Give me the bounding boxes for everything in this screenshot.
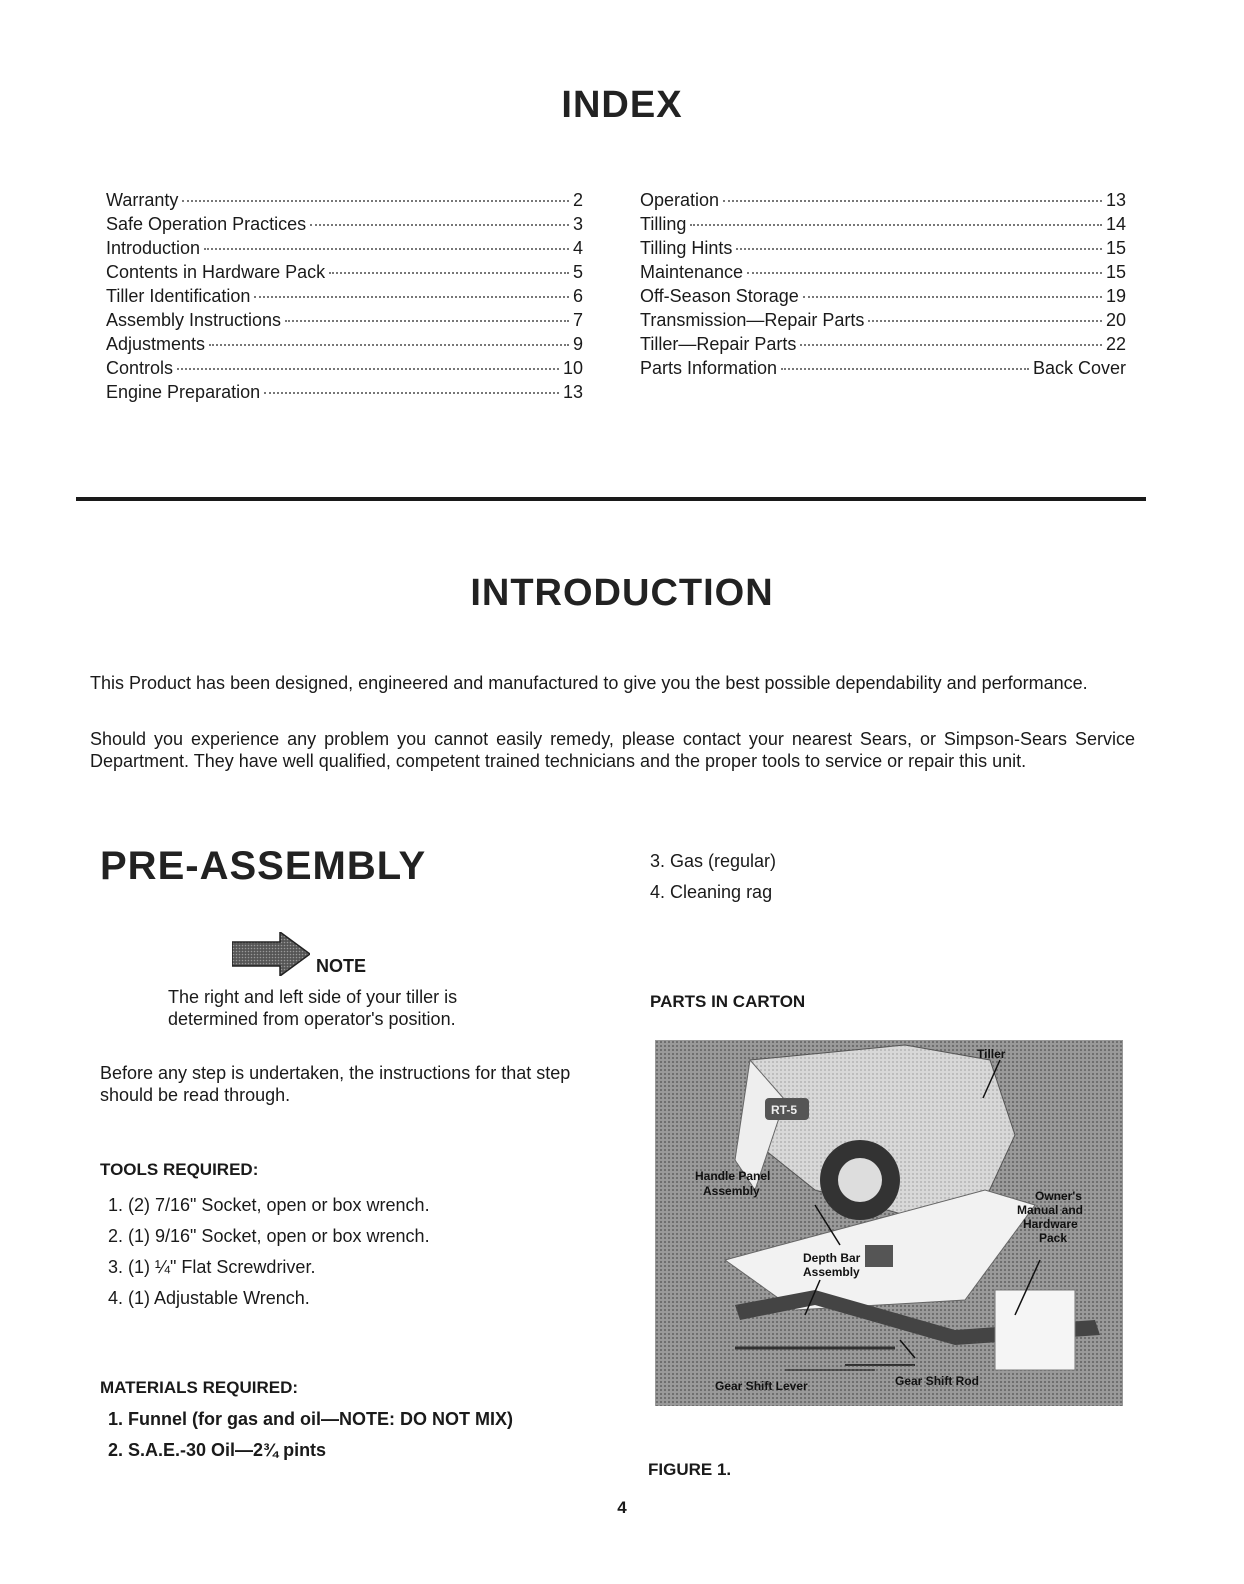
index-entry	[640, 236, 1126, 260]
index-entry-page: 7	[572, 310, 583, 330]
index-entry-label: Assembly Instructions	[106, 310, 282, 330]
list-item: 4. (1) Adjustable Wrench.	[108, 1288, 310, 1308]
note-text: The right and left side of your tiller is determined from operator's position.	[168, 987, 458, 1029]
index-entry	[640, 284, 1126, 308]
index-entry-label: Parts Information	[640, 358, 778, 378]
index-entry-page: 22	[1105, 334, 1126, 354]
index-entry-page: 19	[1105, 286, 1126, 306]
arrow-right-icon	[232, 932, 310, 981]
index-entry	[640, 332, 1126, 356]
index-entry-label: Adjustments	[106, 334, 206, 354]
callout-gear-shift-rod: Gear Shift Rod	[895, 1374, 980, 1388]
index-entry-page: Back Cover	[1032, 358, 1126, 378]
index-entry	[106, 332, 583, 356]
index-entry	[106, 260, 583, 284]
index-entry	[106, 308, 583, 332]
tools-list	[108, 1190, 430, 1314]
index-entry-label: Contents in Hardware Pack	[106, 262, 326, 282]
introduction-title: INTRODUCTION	[470, 572, 774, 614]
index-entry	[106, 188, 583, 212]
index-entry-label: Tiller—Repair Parts	[640, 334, 797, 354]
preassembly-instruction: Before any step is undertaken, the instructions for that step should be read through.	[100, 1063, 571, 1105]
materials-list	[108, 1404, 513, 1466]
index-entry	[106, 356, 583, 380]
index-entry	[106, 284, 583, 308]
tools-required-heading: TOOLS REQUIRED:	[100, 1160, 259, 1179]
page-number: 4	[617, 1498, 627, 1517]
index-entry-page: 15	[1105, 262, 1126, 282]
callout-pack: Pack	[1039, 1231, 1068, 1245]
list-item: 2. (1) 9/16" Socket, open or box wrench.	[108, 1226, 430, 1246]
introduction-paragraph-1: This Product has been designed, engineered and manufactured to give you the best possible dependability and performance.	[90, 673, 1088, 693]
index-entry-label: Maintenance	[640, 262, 744, 282]
index-entry	[640, 356, 1126, 380]
index-entry-page: 9	[572, 334, 583, 354]
index-entry-page: 20	[1105, 310, 1126, 330]
index-title: INDEX	[561, 84, 683, 126]
index-entry-page: 13	[562, 382, 583, 402]
index-entry-label: Tiller Identification	[106, 286, 251, 306]
callout-handle-panel: Handle Panel	[695, 1169, 771, 1183]
callout-depth-assembly: Assembly	[803, 1265, 860, 1279]
list-item: 2. S.A.E.-30 Oil—2¾ pints	[108, 1440, 327, 1460]
materials-required-heading: MATERIALS REQUIRED:	[100, 1378, 299, 1397]
index-entry	[106, 236, 583, 260]
index-entry-page: 14	[1105, 214, 1126, 234]
index-entry-page: 15	[1105, 238, 1126, 258]
index-entry-page: 10	[562, 358, 583, 378]
preassembly-title: PRE-ASSEMBLY	[100, 844, 427, 888]
index-entry-page: 4	[572, 238, 583, 258]
materials-list-continued	[650, 846, 776, 908]
list-item: 3. (1) ¼" Flat Screwdriver.	[108, 1257, 316, 1277]
callout-gear-shift-lever: Gear Shift Lever	[715, 1379, 808, 1393]
list-item: 3. Gas (regular)	[650, 851, 777, 871]
index-entry	[640, 260, 1126, 284]
index-entry-label: Tilling	[640, 214, 687, 234]
list-item: 1. (2) 7/16" Socket, open or box wrench.	[108, 1195, 430, 1215]
index-entry-label: Warranty	[106, 190, 179, 210]
callout-tiller: Tiller	[977, 1047, 1006, 1061]
index-entry-label: Tilling Hints	[640, 238, 733, 258]
callout-hardware: Hardware	[1023, 1217, 1078, 1231]
index-entry-page: 5	[572, 262, 583, 282]
list-item: 4. Cleaning rag	[650, 882, 773, 902]
badge-label: RT-5	[771, 1103, 798, 1117]
index-entry-page: 13	[1105, 190, 1126, 210]
index-entry-label: Safe Operation Practices	[106, 214, 307, 234]
callout-manual-and: Manual and	[1017, 1203, 1084, 1217]
section-divider	[76, 497, 1146, 501]
callout-handle-assembly: Assembly	[703, 1184, 760, 1198]
figure-caption: FIGURE 1.	[648, 1460, 732, 1479]
index-entry	[640, 188, 1126, 212]
index-entry-label: Controls	[106, 358, 174, 378]
list-item: 1. Funnel (for gas and oil—NOTE: DO NOT MIX)	[108, 1409, 513, 1429]
note-label: NOTE	[316, 956, 367, 976]
index-entry-label: Operation	[640, 190, 720, 210]
index-entry-page: 6	[572, 286, 583, 306]
index-entry	[106, 212, 583, 236]
parts-photo	[655, 1040, 1123, 1406]
index-entry-label: Transmission—Repair Parts	[640, 310, 865, 330]
index-entry-page: 2	[572, 190, 583, 210]
index-entry-label: Engine Preparation	[106, 382, 261, 402]
index-entry	[106, 380, 583, 404]
index-entry-page: 3	[572, 214, 583, 234]
callout-depth-bar: Depth Bar	[803, 1251, 861, 1265]
parts-in-carton-heading: PARTS IN CARTON	[650, 992, 806, 1011]
index-entry	[640, 212, 1126, 236]
index-list-left	[106, 188, 583, 404]
index-entry-label: Introduction	[106, 238, 201, 258]
index-entry	[640, 308, 1126, 332]
index-entry-label: Off-Season Storage	[640, 286, 799, 306]
callout-owners: Owner's	[1035, 1189, 1082, 1203]
index-list-right	[640, 188, 1126, 380]
introduction-paragraph-2: Should you experience any problem you cannot easily remedy, please contact your nearest Sears, or Simpson-Sears Service Department. They have well qualified, competent trained technicians and the proper tools to service or repair this unit.	[90, 729, 1135, 771]
